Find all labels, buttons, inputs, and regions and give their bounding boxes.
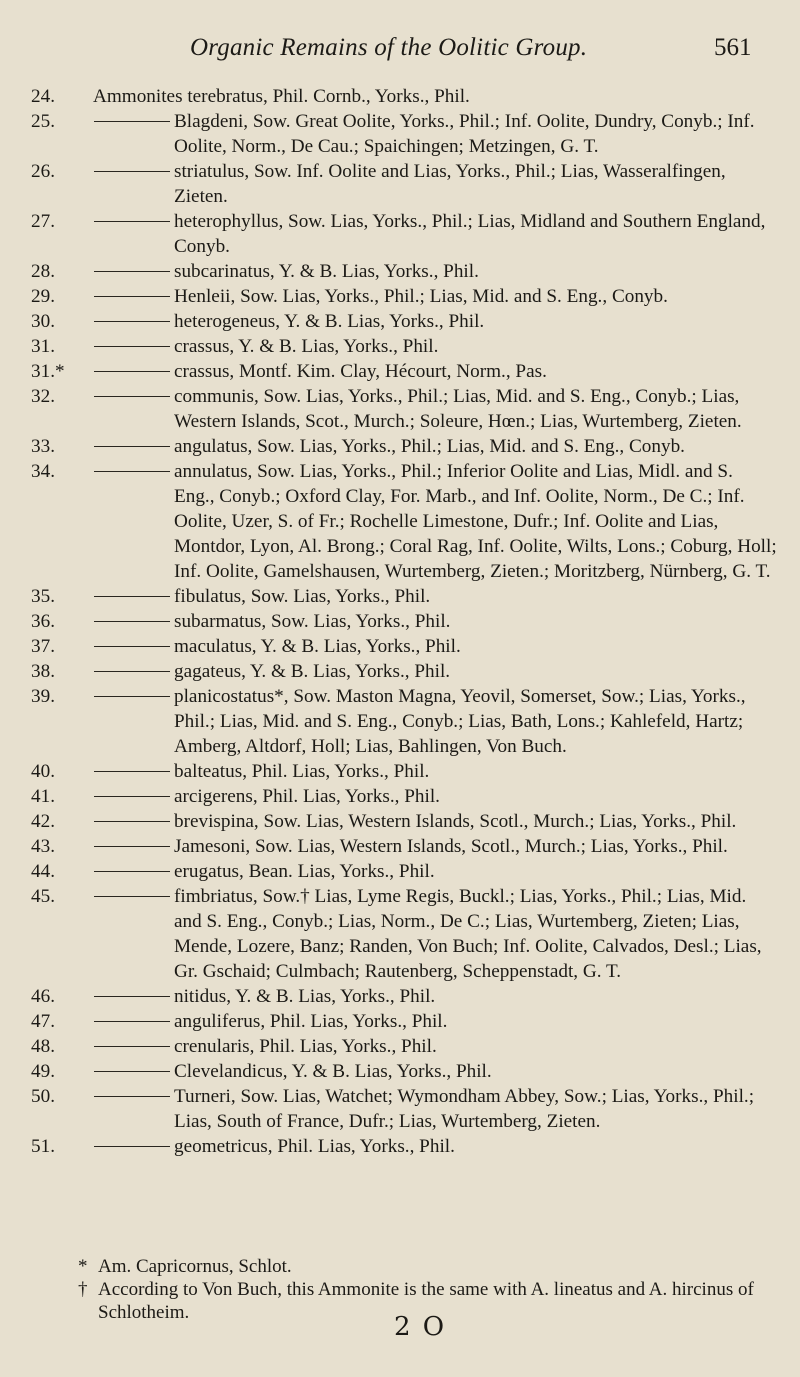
- ditto-dash: [94, 821, 170, 822]
- entry-number: 47.: [31, 1011, 55, 1032]
- ditto-dash: [94, 1071, 170, 1072]
- entry-text: Ammonites terebratus, Phil. Cornb., Yorks., Phil.: [93, 86, 470, 107]
- ditto-dash: [94, 1021, 170, 1022]
- footnote-text: According to Von Buch, this Ammonite is the same with A. lineatus and A. hircinus of Schlotheim.: [98, 1279, 754, 1323]
- entry-text: erugatus, Bean. Lias, Yorks., Phil.: [174, 861, 435, 882]
- entry-text: striatulus, Sow. Inf. Oolite and Lias, Yorks., Phil.; Lias, Wasseralfingen, Zieten.: [174, 161, 726, 207]
- entry-text: arcigerens, Phil. Lias, Yorks., Phil.: [174, 786, 440, 807]
- entry-number: 39.: [31, 686, 55, 707]
- ditto-dash: [94, 1096, 170, 1097]
- page-number: 561: [714, 34, 752, 61]
- entry-text: Turneri, Sow. Lias, Watchet; Wymondham Abbey, Sow.; Lias, Yorks., Phil.; Lias, South of France, Dufr.; Lias, Wurtemberg, Zieten.: [174, 1086, 755, 1132]
- entry-text: subarmatus, Sow. Lias, Yorks., Phil.: [174, 611, 451, 632]
- list-item: [0, 1009, 800, 1034]
- ditto-dash: [94, 396, 170, 397]
- ditto-dash: [94, 321, 170, 322]
- list-item: [0, 659, 800, 684]
- list-item: [0, 784, 800, 809]
- list-item: [0, 859, 800, 884]
- entry-number: 46.: [31, 986, 55, 1007]
- entry-number: 27.: [31, 211, 55, 232]
- entry-text: Blagdeni, Sow. Great Oolite, Yorks., Phil.; Inf. Oolite, Dundry, Conyb.; Inf. Oolite, Norm., De Cau.; Spaichingen; Metzingen, G. T.: [174, 111, 755, 157]
- ditto-dash: [94, 796, 170, 797]
- list-item: [0, 759, 800, 784]
- entry-text: communis, Sow. Lias, Yorks., Phil.; Lias, Mid. and S. Eng., Conyb.; Lias, Western Islands, Scot., Murch.; Soleure, Hœn.; Lias, Wurtemberg, Zieten.: [174, 386, 742, 432]
- ditto-dash: [94, 646, 170, 647]
- entry-text: heterogeneus, Y. & B. Lias, Yorks., Phil.: [174, 311, 485, 332]
- ditto-dash: [94, 696, 170, 697]
- list-item: [0, 459, 800, 584]
- entry-number: 26.: [31, 161, 55, 182]
- list-item: [0, 309, 800, 334]
- entry-number: 43.: [31, 836, 55, 857]
- list-item: [0, 584, 800, 609]
- entry-text: crassus, Montf. Kim. Clay, Hécourt, Norm., Pas.: [174, 361, 547, 382]
- entry-number: 34.: [31, 461, 55, 482]
- list-item: [0, 109, 800, 159]
- list-item: [0, 1134, 800, 1159]
- entry-number: 31.*: [31, 361, 65, 382]
- ditto-dash: [94, 1146, 170, 1147]
- entry-number: 24.: [31, 86, 55, 107]
- entry-number: 35.: [31, 586, 55, 607]
- footnote-mark: †: [78, 1279, 88, 1300]
- entry-text: Jamesoni, Sow. Lias, Western Islands, Scotl., Murch.; Lias, Yorks., Phil.: [174, 836, 728, 857]
- entry-text: gagateus, Y. & B. Lias, Yorks., Phil.: [174, 661, 451, 682]
- entry-text: brevispina, Sow. Lias, Western Islands, Scotl., Murch.; Lias, Yorks., Phil.: [174, 811, 737, 832]
- list-item: [0, 209, 800, 259]
- entry-number: 38.: [31, 661, 55, 682]
- list-item: [0, 84, 800, 109]
- ditto-dash: [94, 996, 170, 997]
- entry-text: planicostatus*, Sow. Maston Magna, Yeovil, Somerset, Sow.; Lias, Yorks., Phil.; Lias, Mid. and S. Eng., Conyb.; Lias, Bath, Lons.; Kahlefeld, Hartz; Amberg, Altdorf, Holl; Lias, Bahlingen, Von Buch.: [174, 686, 746, 757]
- signature-mark: 2 O: [394, 1312, 447, 1342]
- list-item: [0, 634, 800, 659]
- entry-text: heterophyllus, Sow. Lias, Yorks., Phil.; Lias, Midland and Southern England, Conyb.: [174, 211, 766, 257]
- entry-text: geometricus, Phil. Lias, Yorks., Phil.: [174, 1136, 455, 1157]
- ditto-dash: [94, 446, 170, 447]
- ditto-dash: [94, 346, 170, 347]
- ditto-dash: [94, 846, 170, 847]
- entry-number: 29.: [31, 286, 55, 307]
- ditto-dash: [94, 896, 170, 897]
- ditto-dash: [94, 771, 170, 772]
- ditto-dash: [94, 271, 170, 272]
- ditto-dash: [94, 596, 170, 597]
- footnote-mark: *: [78, 1256, 88, 1277]
- list-item: [0, 1059, 800, 1084]
- ditto-dash: [94, 871, 170, 872]
- entry-text: subcarinatus, Y. & B. Lias, Yorks., Phil.: [174, 261, 479, 282]
- entry-number: 33.: [31, 436, 55, 457]
- ditto-dash: [94, 296, 170, 297]
- entry-number: 48.: [31, 1036, 55, 1057]
- entry-number: 50.: [31, 1086, 55, 1107]
- entry-number: 36.: [31, 611, 55, 632]
- list-item: [0, 684, 800, 759]
- entry-number: 30.: [31, 311, 55, 332]
- entry-text: crassus, Y. & B. Lias, Yorks., Phil.: [174, 336, 439, 357]
- entry-text: fimbriatus, Sow.† Lias, Lyme Regis, Buckl.; Lias, Yorks., Phil.; Lias, Mid. and S. Eng., Conyb.; Lias, Norm., De C.; Lias, Wurtemberg, Zieten; Lias, Mende, Lozere, Banz; Randen, Von Buch; Inf. Oolite, Calvados, Desl.; Lias, Gr. Gschaid; Culmbach; Rautenberg, Scheppenstadt, G. T.: [174, 886, 762, 982]
- list-item: [0, 284, 800, 309]
- entry-text: angulatus, Sow. Lias, Yorks., Phil.; Lias, Mid. and S. Eng., Conyb.: [174, 436, 685, 457]
- list-item: [0, 884, 800, 984]
- entry-number: 45.: [31, 886, 55, 907]
- entry-number: 28.: [31, 261, 55, 282]
- ditto-dash: [94, 1046, 170, 1047]
- list-item: [0, 609, 800, 634]
- list-item: [0, 434, 800, 459]
- entry-text: anguliferus, Phil. Lias, Yorks., Phil.: [174, 1011, 448, 1032]
- entry-text: nitidus, Y. & B. Lias, Yorks., Phil.: [174, 986, 436, 1007]
- footnote-text: Am. Capricornus, Schlot.: [98, 1256, 292, 1277]
- list-item: [0, 1084, 800, 1134]
- entry-text: Clevelandicus, Y. & B. Lias, Yorks., Phil.: [174, 1061, 492, 1082]
- ditto-dash: [94, 471, 170, 472]
- ditto-dash: [94, 221, 170, 222]
- list-item: [0, 384, 800, 434]
- list-item: [0, 834, 800, 859]
- entry-number: 40.: [31, 761, 55, 782]
- ditto-dash: [94, 671, 170, 672]
- list-item: [0, 359, 800, 384]
- entry-text: crenularis, Phil. Lias, Yorks., Phil.: [174, 1036, 437, 1057]
- entry-text: annulatus, Sow. Lias, Yorks., Phil.; Inferior Oolite and Lias, Midl. and S. Eng., Conyb.; Oxford Clay, For. Marb., and Inf. Oolite, Norm., De C.; Inf. Oolite, Uzer, S. of Fr.; Rochelle Limestone, Dufr.; Inf. Oolite and Lias, Montdor, Lyon, Al. Brong.; Coral Rag, Inf. Oolite, Wilts, Lons.; Coburg, Holl; Inf. Oolite, Gamelshausen, Wurtemberg, Zieten.; Moritzberg, Nürnberg, G. T.: [174, 461, 777, 582]
- page-header: [0, 34, 800, 74]
- entry-number: 51.: [31, 1136, 55, 1157]
- entry-number: 25.: [31, 111, 55, 132]
- running-title: Organic Remains of the Oolitic Group.: [190, 34, 588, 61]
- entry-number: 49.: [31, 1061, 55, 1082]
- list-item: [0, 259, 800, 284]
- list-item: [0, 1034, 800, 1059]
- entry-number: 44.: [31, 861, 55, 882]
- ditto-dash: [94, 121, 170, 122]
- entry-number: 41.: [31, 786, 55, 807]
- entry-number: 42.: [31, 811, 55, 832]
- ammonite-list: [0, 84, 800, 1159]
- list-item: [0, 984, 800, 1009]
- entry-text: fibulatus, Sow. Lias, Yorks., Phil.: [174, 586, 431, 607]
- entry-text: maculatus, Y. & B. Lias, Yorks., Phil.: [174, 636, 461, 657]
- ditto-dash: [94, 371, 170, 372]
- list-item: [0, 159, 800, 209]
- entry-text: Henleii, Sow. Lias, Yorks., Phil.; Lias, Mid. and S. Eng., Conyb.: [174, 286, 668, 307]
- list-item: [0, 809, 800, 834]
- entry-number: 37.: [31, 636, 55, 657]
- entry-text: balteatus, Phil. Lias, Yorks., Phil.: [174, 761, 430, 782]
- entry-number: 31.: [31, 336, 55, 357]
- list-item: [0, 334, 800, 359]
- footnote: [78, 1255, 776, 1278]
- ditto-dash: [94, 171, 170, 172]
- entry-number: 32.: [31, 386, 55, 407]
- ditto-dash: [94, 621, 170, 622]
